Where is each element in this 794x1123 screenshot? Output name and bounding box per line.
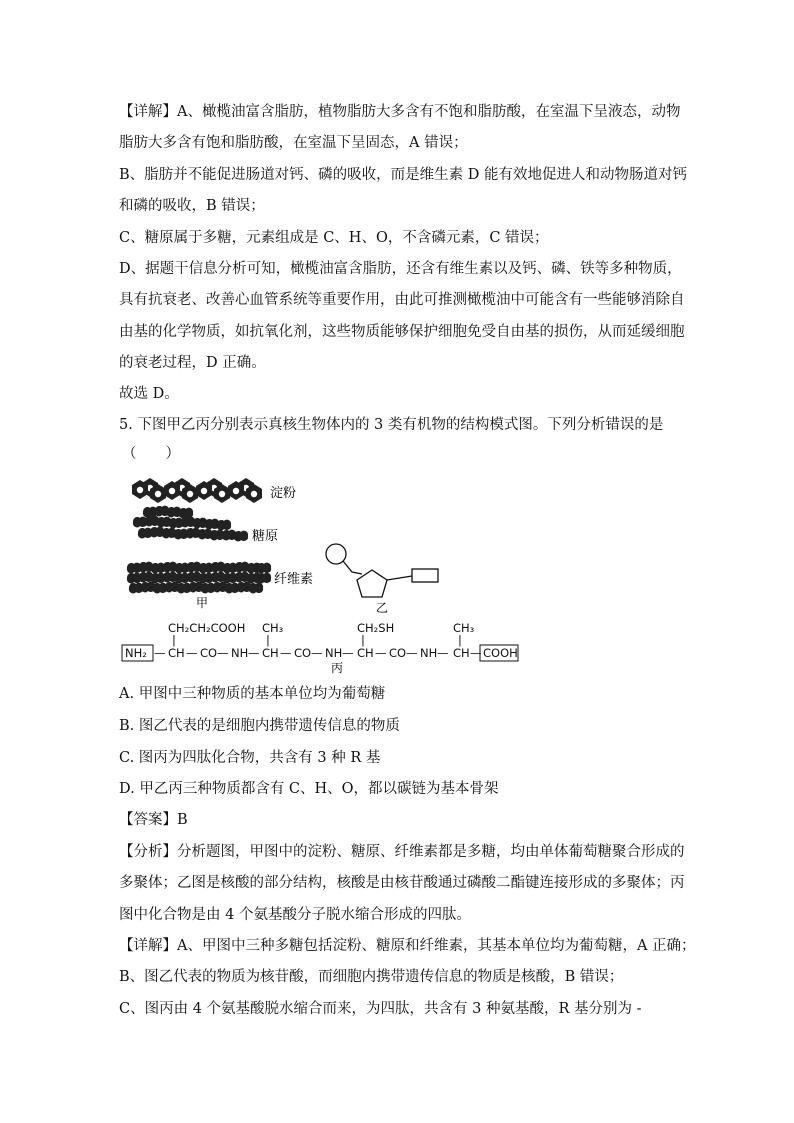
dash-11: — [470,646,482,660]
dash-9: — [406,646,418,660]
option-c: C. 图丙为四肽化合物，共含有 3 种 R 基 [119,750,381,766]
caption-yi: 乙 [376,601,389,615]
ch-1: CH [168,646,185,660]
r-group-2: CH₃ [262,621,284,635]
carboxyl-terminal: COOH [483,646,518,660]
analysis-line-1: 【分析】分析题图，甲图中的淀粉、糖原、纤维素都是多糖，均由单体葡萄糖聚合形成的 [119,844,685,860]
conclusion-line: 故选 D。 [119,386,179,402]
r-group-3: CH₂SH [357,621,395,635]
nucleotide-structure [326,544,438,597]
co-2: CO [294,646,312,660]
ch-3: CH [357,646,374,660]
ch-2: CH [262,646,279,660]
caption-bing: 丙 [331,661,344,675]
detail-line-9: 的衰老过程，D 正确。 [119,355,266,371]
detail-line-1: 【详解】A、橄榄油富含脂肪，植物脂肪大多含有不饱和脂肪酸，在室温下呈液态，动物 [119,104,681,120]
bond-2: | [266,633,270,647]
dash-10: — [437,646,449,660]
detail-line-6: D、据题干信息分析可知，橄榄油富含脂肪，还含有维生素以及钙、磷、铁等多种物质， [119,261,682,277]
co-3: CO [389,646,407,660]
dash-6: — [311,646,323,660]
detail-line-7: 具有抗衰老、改善心血管系统等重要作用，由此可推测橄榄油中可能含有一些能够消除自 [119,292,685,308]
option-b: B. 图乙代表的是细胞内携带遗传信息的物质 [119,718,400,734]
caption-jia: 甲 [196,596,209,610]
co-1: CO [200,646,218,660]
glycogen-label: 糖原 [252,529,279,544]
dash-5: — [280,646,292,660]
starch-structure [132,478,262,503]
bond-4: | [458,633,462,647]
detail-line-8: 由基的化学物质，如抗氧化剂，这些物质能够保护细胞免受自由基的损伤，从而延缓细胞 [119,324,685,340]
cellulose-label: 纤维素 [274,572,314,587]
nh-3: NH [420,646,438,660]
dash-2: — [186,646,198,660]
ch-4: CH [453,646,470,660]
analysis-line-2: 多聚体；乙图是核酸的部分结构，核酸是由核苷酸通过磷酸二酯键连接形成的多聚体；丙 [119,875,685,891]
cellulose-structure [127,562,271,594]
r-group-4: CH₃ [453,621,475,635]
option-a: A. 甲图中三种物质的基本单位均为葡萄糖 [119,686,386,702]
question-paren: （ ） [122,446,180,462]
explain-line-1: 【详解】A、甲图中三种多糖包括淀粉、糖原和纤维素，其基本单位均为葡萄糖，A 正确； [119,938,696,954]
option-d: D. 甲乙丙三种物质都含有 C、H、O，都以碳链为基本骨架 [119,781,499,797]
nh-1: NH [231,646,249,660]
bond-1: | [172,633,176,647]
amino-terminal: NH₂ [125,646,147,660]
detail-line-3: B、脂肪并不能促进肠道对钙、磷的吸收，而是维生素 D 能有效地促进人和动物肠道对钙 [119,167,687,183]
analysis-line-3: 图中化合物是由 4 个氨基酸分子脱水缩合形成的四肽。 [119,907,471,923]
question-stem: 5. 下图甲乙丙分别表示真核生物体内的 3 类有机物的结构模式图。下列分析错误的是 [119,417,664,433]
glycogen-structure [133,506,248,542]
base-rect [412,569,438,582]
dash-7: — [342,646,354,660]
detail-line-5: C、糖原属于多糖，元素组成是 C、H、O，不含磷元素，C 错误； [119,230,549,246]
nh-2: NH [325,646,343,660]
explain-line-3: C、图丙由 4 个氨基酸脱水缩合而来，为四肽，共含有 3 种氨基酸，R 基分别为 - [119,1001,642,1017]
dash-4: — [248,646,260,660]
detail-line-2: 脂肪大多含有饱和脂肪酸，在室温下呈固态，A 错误； [119,135,468,151]
answer-line: 【答案】B [119,812,188,828]
tetrapeptide-structure [122,621,518,661]
explain-line-2: B、图乙代表的物质为核苷酸，而细胞内携带遗传信息的物质是核酸，B 错误； [119,969,624,985]
dash-3: — [217,646,229,660]
detail-line-4: 和磷的吸收，B 错误； [119,198,265,214]
dash-1: — [154,646,166,660]
starch-label: 淀粉 [270,486,297,501]
bond-3: | [361,633,365,647]
dash-8: — [375,646,387,660]
r-group-1: CH₂CH₂COOH [168,621,246,635]
